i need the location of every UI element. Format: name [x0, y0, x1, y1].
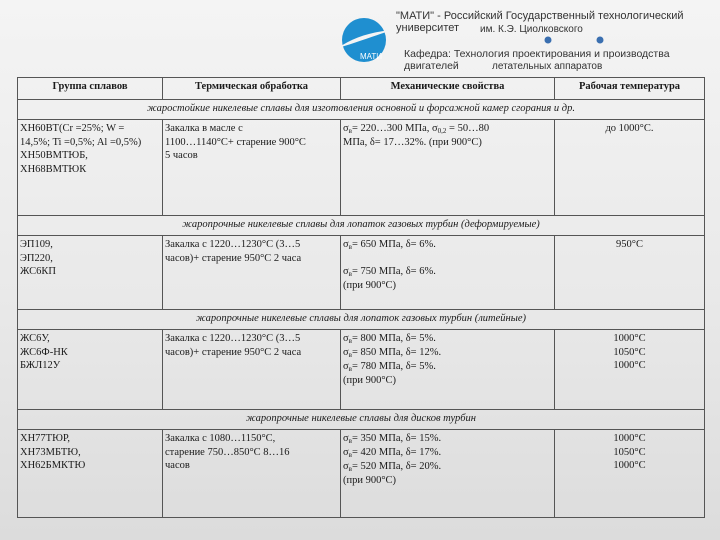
university-title: "МАТИ" - Российский Государственный технологический университет: [396, 10, 684, 34]
temperature-value: 1000°С: [613, 460, 646, 472]
temperature-value: 1000°С: [613, 360, 646, 372]
section-title: жаростойкие никелевые сплавы для изготовления основной и форсажной камер сгорания и др.: [18, 100, 705, 120]
section-title: жаропрочные никелевые сплавы для лопаток газовых турбин (деформируемые): [18, 216, 705, 236]
treatment-line: Закалка с 1220…1230°С (3…5: [165, 333, 301, 344]
alloy-name: ЭП109,: [20, 239, 53, 250]
department-title: Кафедра: Технология проектирования и производства двигателей: [404, 48, 670, 72]
sigma-symbol: σ: [343, 239, 349, 250]
column-header: Рабочая температура: [555, 78, 705, 100]
column-header: Термическая обработка: [163, 78, 341, 100]
treatment-line: Закалка с 1220…1230°С (3…5: [165, 239, 301, 250]
sigma-symbol: σ: [343, 347, 349, 359]
alloy-name: ХН77ТЮР,: [20, 433, 71, 444]
treatment-line: часов: [165, 460, 190, 472]
property-value: = 850 МПа, δ= 12%.: [351, 347, 442, 359]
subscript: в: [348, 127, 352, 135]
property-value: = 50…80: [446, 123, 490, 134]
subscript: в: [348, 351, 352, 360]
property-line: МПа, δ= 17…32%. (при 900°С): [343, 137, 482, 149]
temperature-value: 1050°С: [613, 446, 646, 458]
property-value: = 350 МПа, δ= 15%.: [351, 433, 442, 444]
treatment-line: часов)+ старение 950°С 2 часа: [165, 346, 302, 358]
alloy-cell: [18, 430, 163, 518]
property-line: [343, 360, 552, 374]
department-subtitle: летательных аппаратов: [492, 61, 603, 72]
subscript: в: [348, 451, 352, 460]
sigma-symbol: σ: [343, 333, 349, 344]
temperature-value: 1000°С: [613, 433, 646, 444]
alloy-name: ХН60ВТ(Cr =25%; W =: [20, 123, 125, 134]
column-header: Группа сплавов: [18, 78, 163, 100]
mati-logo-icon: [334, 14, 394, 66]
treatment-line: Закалка с 1080…1150°С,: [165, 433, 276, 444]
property-line: [343, 432, 552, 446]
subscript: в: [348, 337, 352, 345]
properties-cell: [341, 430, 555, 518]
treatment-line: 1100…1140°С+ старение 900°С: [165, 136, 306, 148]
temperature-value: 1000°С: [613, 333, 646, 344]
temperature-value: до 1000°С.: [605, 123, 654, 134]
temperature-value: 950°С: [616, 239, 643, 250]
property-note: (при 900°С): [343, 280, 397, 292]
subscript: в: [348, 437, 352, 445]
alloy-name: ЖС6Ф-НК: [20, 346, 68, 358]
subscript: в: [348, 465, 352, 474]
alloys-table: [17, 77, 705, 518]
subscript: 0,2: [437, 127, 447, 135]
section-row: [18, 100, 705, 120]
alloy-cell: [18, 330, 163, 410]
column-header: Механические свойства: [341, 78, 555, 100]
subscript: в: [348, 270, 352, 279]
alloy-name: ХН68ВМТЮК: [20, 163, 87, 175]
temperature-cell: [555, 430, 705, 518]
property-value: = 750 МПа, δ= 6%.: [351, 266, 436, 278]
section-row: [18, 310, 705, 330]
table-row: [18, 236, 705, 310]
sigma-symbol: σ: [343, 433, 349, 444]
property-line: [343, 346, 552, 360]
section-row: [18, 216, 705, 236]
table-row: [18, 330, 705, 410]
properties-cell: [341, 330, 555, 410]
section-title: жаропрочные никелевые сплавы для дисков турбин: [18, 410, 705, 430]
property-line: [343, 122, 552, 136]
table-row: [18, 120, 705, 216]
table-row: [18, 430, 705, 518]
treatment-line: 5 часов: [165, 150, 198, 162]
alloy-name: ХН62БМКТЮ: [20, 460, 86, 472]
subscript: в: [348, 365, 352, 374]
property-line: [343, 460, 552, 474]
sigma-symbol: σ: [343, 123, 349, 134]
property-line: [343, 446, 552, 460]
alloy-name: БЖЛ12У: [20, 360, 61, 372]
logo-text: МАТИ: [360, 52, 383, 61]
temperature-cell: [555, 330, 705, 410]
treatment-cell: [163, 430, 341, 518]
property-note: (при 900°С): [343, 475, 397, 487]
property-line: [343, 332, 552, 346]
sigma-symbol: σ: [432, 123, 438, 134]
property-line: [343, 265, 552, 279]
properties-cell: [341, 236, 555, 310]
property-value: = 520 МПа, δ= 20%.: [351, 461, 442, 473]
alloy-name: ЖС6У,: [20, 333, 50, 344]
decorative-dots-icon: [540, 32, 610, 46]
treatment-line: часов)+ старение 950°С 2 часа: [165, 252, 302, 264]
property-value: = 800 МПа, δ= 5%.: [351, 333, 436, 344]
alloy-name: ХН50ВМТЮБ,: [20, 150, 88, 162]
property-value: = 420 МПа, δ= 17%.: [351, 447, 442, 459]
subscript: в: [348, 243, 352, 251]
treatment-line: Закалка в масле с: [165, 123, 243, 134]
property-line: [343, 238, 552, 252]
temperature-value: 1050°С: [613, 346, 646, 358]
sigma-symbol: σ: [343, 361, 349, 373]
section-title: жаропрочные никелевые сплавы для лопаток газовых турбин (литейные): [18, 310, 705, 330]
sigma-symbol: σ: [343, 461, 349, 473]
property-note: (при 900°С): [343, 375, 397, 387]
property-value: = 650 МПа, δ= 6%.: [351, 239, 436, 250]
treatment-cell: [163, 236, 341, 310]
alloy-cell: [18, 120, 163, 216]
temperature-cell: [555, 120, 705, 216]
temperature-cell: [555, 236, 705, 310]
properties-cell: [341, 120, 555, 216]
section-row: [18, 410, 705, 430]
sigma-symbol: σ: [343, 266, 349, 278]
alloy-name: ЖС6КП: [20, 266, 56, 278]
alloy-name: ХН73МБТЮ,: [20, 446, 81, 458]
property-value: = 220…300 МПа,: [351, 123, 432, 134]
treatment-line: старение 750…850°С 8…16: [165, 446, 290, 458]
slide-header: [0, 0, 720, 78]
table-header-row: [18, 78, 705, 100]
treatment-cell: [163, 120, 341, 216]
university-subtitle: им. К.Э. Циолковского: [480, 24, 583, 35]
alloy-cell: [18, 236, 163, 310]
treatment-cell: [163, 330, 341, 410]
sigma-symbol: σ: [343, 447, 349, 459]
alloy-name: 14,5%; Ti =0,5%; Al =0,5%): [20, 136, 142, 148]
property-value: = 780 МПа, δ= 5%.: [351, 361, 436, 373]
alloy-name: ЭП220,: [20, 252, 53, 264]
